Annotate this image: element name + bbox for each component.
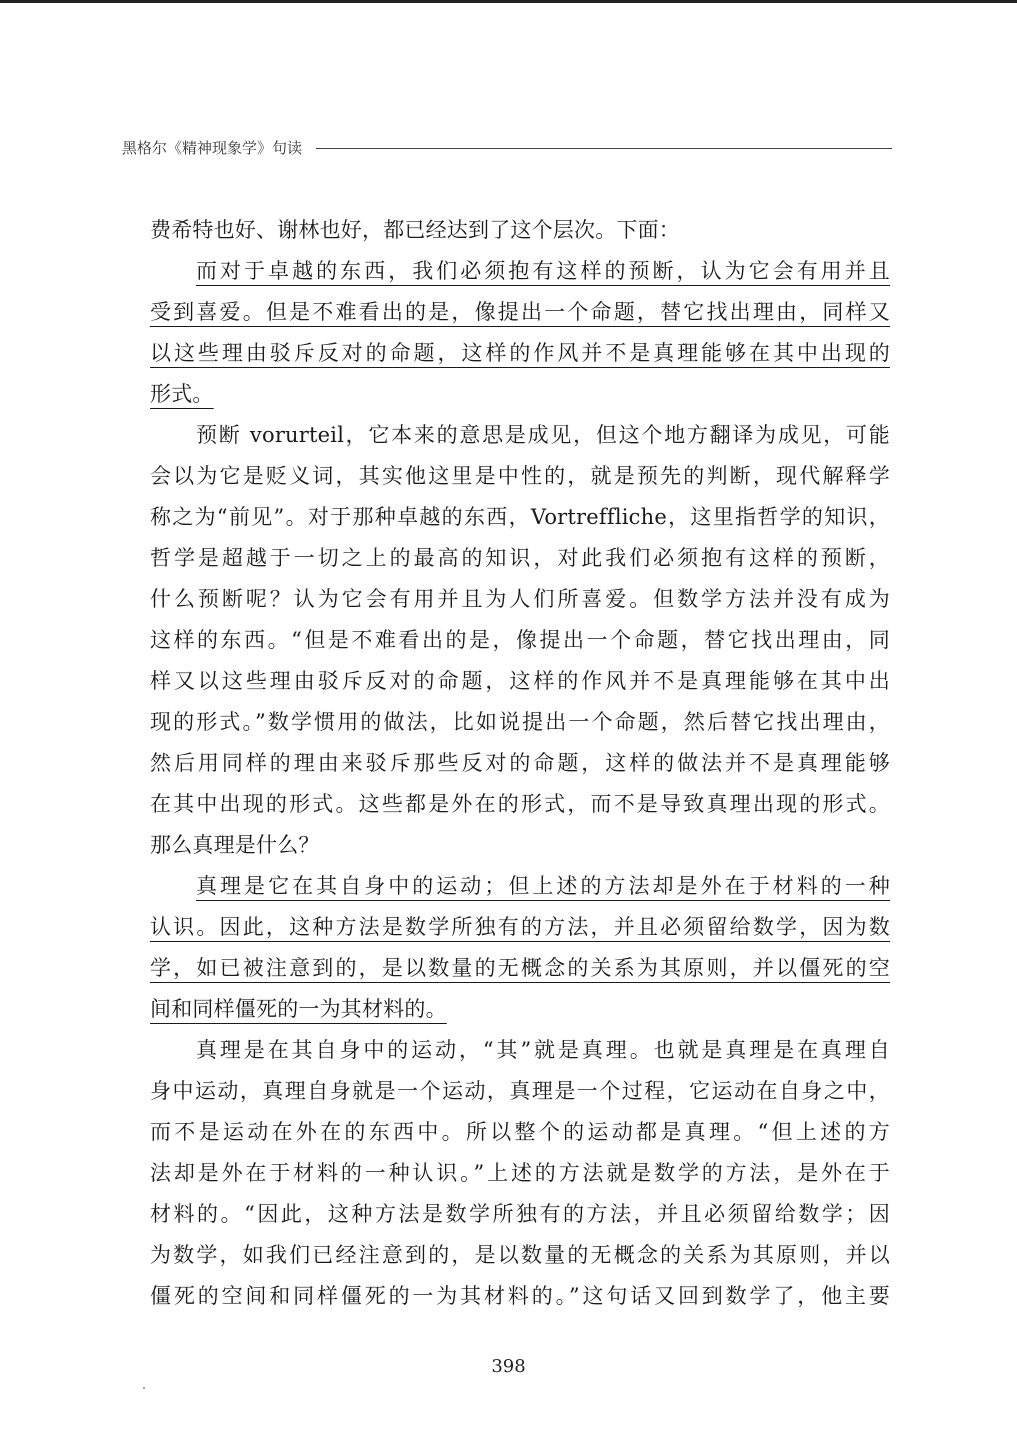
running-header (122, 136, 892, 158)
line-text: 真理是在其自身中的运动，“其”就是真理。也就是真理是在真理自 (196, 1038, 890, 1062)
quoted-line (150, 866, 890, 907)
line-text: 称之为“前见”。对于那种卓越的东西，Vortreffliche，这里指哲学的知识， (150, 505, 890, 529)
line-text: 受到喜爱。但是不难看出的是，像提出一个命题，替它找出理由，同样又 (150, 300, 890, 324)
line-text: 样又以这些理由驳斥反对的命题，这样的作风并不是真理能够在其中出 (150, 669, 890, 693)
body-line (150, 210, 890, 251)
body-line (150, 1071, 890, 1112)
body-line (150, 579, 890, 620)
line-text: 僵死的空间和同样僵死的一为其材料的。”这句话又回到数学了，他主要 (150, 1284, 890, 1308)
quoted-line (150, 948, 890, 989)
page-top-border (0, 0, 1017, 3)
body-line (150, 1276, 890, 1317)
quoted-line (150, 292, 890, 333)
book-title: 黑格尔《精神现象学》句读 (122, 138, 303, 157)
body-line (150, 661, 890, 702)
line-text: 然后用同样的理由来驳斥那些反对的命题，这样的做法并不是真理能够 (150, 751, 890, 775)
body-line (150, 1112, 890, 1153)
line-text: 那么真理是什么？ (150, 833, 320, 857)
body-line (150, 702, 890, 743)
line-text: 现的形式。”数学惯用的做法，比如说提出一个命题，然后替它找出理由， (150, 710, 890, 734)
line-text: 而不是运动在外在的东西中。所以整个的运动都是真理。“但上述的方 (150, 1120, 890, 1144)
line-text: 为数学，如我们已经注意到的，是以数量的无概念的关系为其原则，并以 (150, 1243, 890, 1267)
text-body (150, 210, 890, 1317)
line-text: 预断 vorurteil，它本来的意思是成见，但这个地方翻译为成见，可能 (196, 423, 890, 447)
line-text: 在其中出现的形式。这些都是外在的形式，而不是导致真理出现的形式。 (150, 792, 890, 816)
line-text: 这样的东西。“但是不难看出的是，像提出一个命题，替它找出理由，同 (150, 628, 890, 652)
line-text: 会以为它是贬义词，其实他这里是中性的，就是预先的判断，现代解释学 (150, 464, 890, 488)
line-text: 而对于卓越的东西，我们必须抱有这样的预断，认为它会有用并且 (196, 259, 890, 283)
line-text: 间和同样僵死的一为其材料的。 (150, 997, 447, 1021)
line-text: 身中运动，真理自身就是一个运动，真理是一个过程，它运动在自身之中， (150, 1079, 890, 1103)
page-number: 398 (491, 1356, 526, 1377)
body-line (150, 825, 890, 866)
scan-speck (143, 1387, 145, 1389)
header-rule (316, 148, 892, 149)
line-text: 法却是外在于材料的一种认识。”上述的方法就是数学的方法，是外在于 (150, 1161, 890, 1185)
quoted-line (150, 989, 890, 1030)
body-line (150, 620, 890, 661)
body-line (150, 743, 890, 784)
quoted-line (150, 251, 890, 292)
line-text: 形式。 (150, 382, 214, 406)
line-text: 材料的。“因此，这种方法是数学所独有的方法，并且必须留给数学；因 (150, 1202, 890, 1226)
line-text: 学，如已被注意到的，是以数量的无概念的关系为其原则，并以僵死的空 (150, 956, 890, 980)
quoted-line (150, 907, 890, 948)
quoted-line (150, 333, 890, 374)
body-line (150, 415, 890, 456)
quoted-line (150, 374, 890, 415)
body-line (150, 1235, 890, 1276)
line-text: 哲学是超越于一切之上的最高的知识，对此我们必须抱有这样的预断， (150, 546, 890, 570)
line-text: 认识。因此，这种方法是数学所独有的方法，并且必须留给数学，因为数 (150, 915, 890, 939)
body-line (150, 1153, 890, 1194)
body-line (150, 456, 890, 497)
body-line (150, 1030, 890, 1071)
line-text: 费希特也好、谢林也好，都已经达到了这个层次。下面： (150, 218, 680, 242)
line-text: 什么预断呢？认为它会有用并且为人们所喜爱。但数学方法并没有成为 (150, 587, 890, 611)
body-line (150, 538, 890, 579)
body-line (150, 497, 890, 538)
body-line (150, 784, 890, 825)
line-text: 以这些理由驳斥反对的命题，这样的作风并不是真理能够在其中出现的 (150, 341, 890, 365)
line-text: 真理是它在其自身中的运动；但上述的方法却是外在于材料的一种 (196, 874, 890, 898)
body-line (150, 1194, 890, 1235)
